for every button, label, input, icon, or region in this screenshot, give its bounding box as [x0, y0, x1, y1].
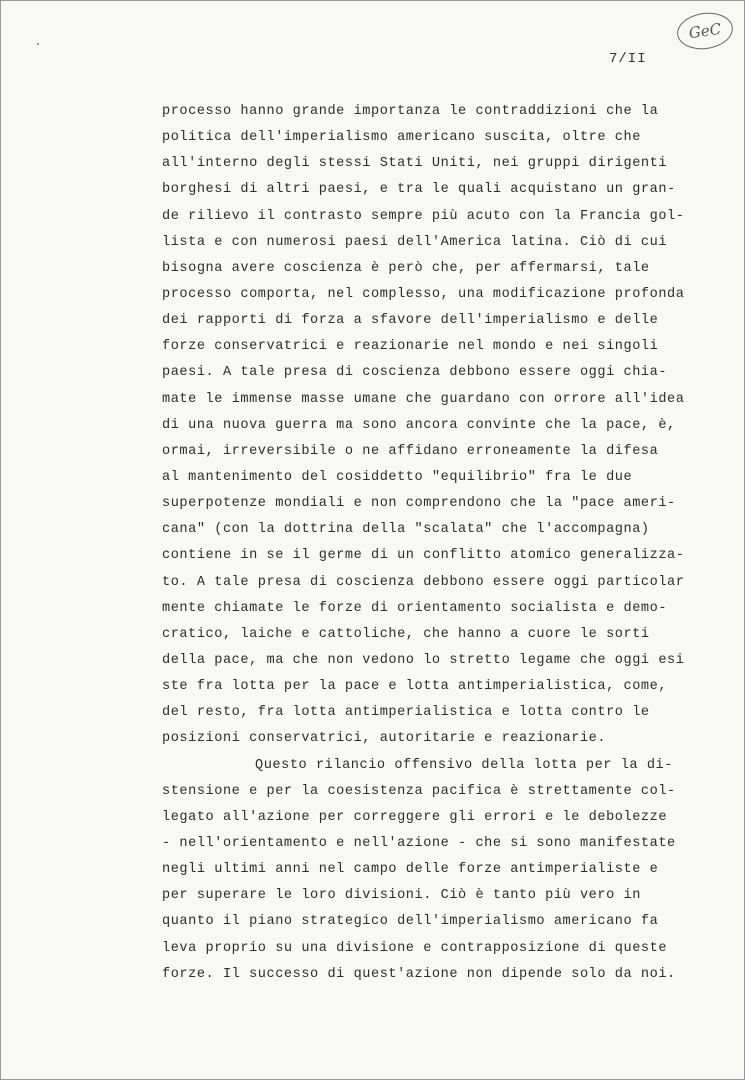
text-line: contiene in se il germe di un conflitto atomico generalizza- — [162, 548, 685, 564]
text-line: lista e con numerosi paesi dell'America latina. Ciò di cui — [162, 234, 668, 250]
text-line: al mantenimento del cosiddetto "equilibrio" fra le due — [162, 469, 633, 485]
text-line: stensione e per la coesistenza pacifica è strettamente col- — [162, 783, 676, 799]
text-line: paesi. A tale presa di coscienza debbono essere oggi chia- — [162, 365, 668, 381]
text-line: negli ultimi anni nel campo delle forze antimperialiste e — [162, 862, 659, 878]
text-line: forze conservatrici e reazionarie nel mondo e nei singoli — [162, 339, 659, 355]
text-line: legato all'azione per correggere gli errori e le debolezze — [162, 809, 668, 825]
text-line: quanto il piano strategico dell'imperialismo americano fa — [162, 914, 659, 930]
text-line: della pace, ma che non vedono lo stretto legame che oggi esi — [162, 652, 685, 668]
text-line: leva proprio su una divisione e contrapposizione di queste — [162, 940, 668, 956]
text-line: per superare le loro divisioni. Ciò è tanto più vero in — [162, 888, 641, 904]
text-line: cratico, laiche e cattoliche, che hanno a cuore le sorti — [162, 626, 650, 642]
text-line: borghesi di altri paesi, e tra le quali acquistano un gran- — [162, 182, 676, 198]
text-line: - nell'orientamento e nell'azione - che si sono manifestate — [162, 835, 676, 851]
text-line: del resto, fra lotta antimperialistica e lotta contro le — [162, 705, 650, 721]
text-line: mate le immense masse umane che guardano con orrore all'idea — [162, 391, 685, 407]
text-line: cana" (con la dottrina della "scalata" che l'accompagna) — [162, 522, 650, 538]
text-line: processo comporta, nel complesso, una modificazione profonda — [162, 286, 685, 302]
text-line: forze. Il successo di quest'azione non dipende solo da noi. — [162, 966, 676, 982]
text-line: superpotenze mondiali e non comprendono che la "pace ameri- — [162, 496, 676, 512]
typewritten-body — [162, 99, 702, 988]
archive-stamp: GeC — [675, 9, 735, 52]
text-line: ormai, irreversibile o ne affidano erroneamente la difesa — [162, 443, 659, 459]
text-line: posizioni conservatrici, autoritarie e reazionarie. — [162, 731, 607, 747]
text-line: to. A tale presa di coscienza debbono essere oggi particolar — [162, 574, 685, 590]
ink-dot — [37, 43, 39, 45]
text-line: ste fra lotta per la pace e lotta antimperialistica, come, — [162, 679, 668, 695]
text-line: bisogna avere coscienza è però che, per affermarsi, tale — [162, 260, 650, 276]
text-line: processo hanno grande importanza le contraddizioni che la — [162, 104, 659, 119]
text-line: mente chiamate le forze di orientamento socialista e demo- — [162, 600, 668, 616]
text-line: di una nuova guerra ma sono ancora convinte che la pace, è, — [162, 417, 676, 433]
text-line: de rilievo il contrasto sempre più acuto con la Francia gol- — [162, 208, 685, 224]
text-line: dei rapporti di forza a sfavore dell'imperialismo e delle — [162, 313, 659, 329]
text-line: all'interno degli stessi Stati Uniti, nei gruppi dirigenti — [162, 156, 668, 172]
page-number: 7/II — [609, 51, 647, 67]
paragraph-first-line: Questo rilancio offensivo della lotta per la di- — [255, 757, 673, 773]
text-line: politica dell'imperialismo americano suscita, oltre che — [162, 130, 641, 146]
